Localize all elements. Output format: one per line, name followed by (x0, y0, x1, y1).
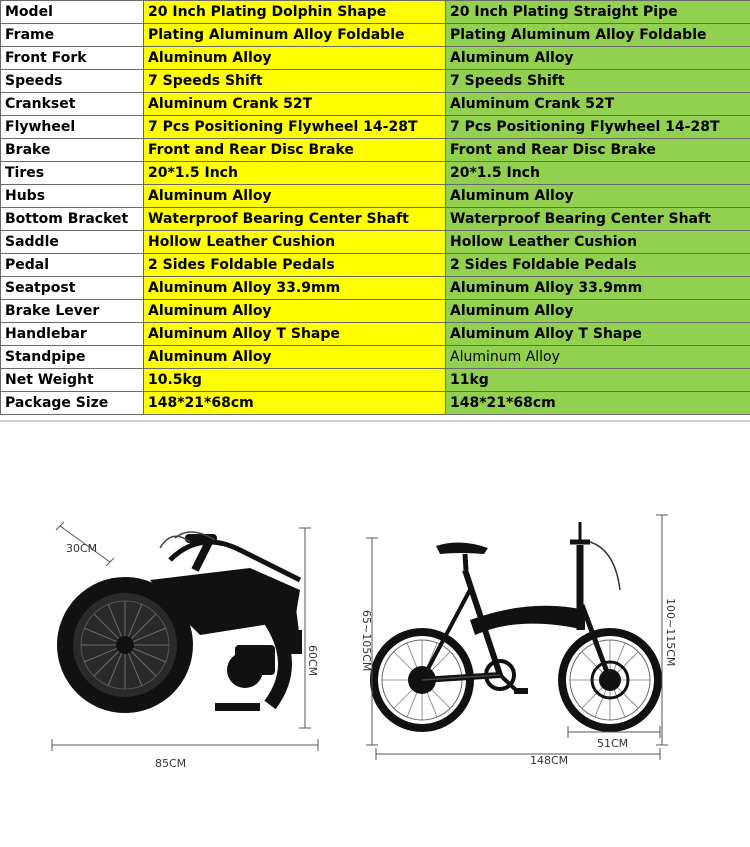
row-label: Front Fork (1, 47, 144, 70)
dim-seat-height: 65~105CM (360, 610, 373, 672)
spec-straight: 20*1.5 Inch (446, 162, 750, 185)
row-label: Model (1, 1, 144, 24)
spec-straight: 20 Inch Plating Straight Pipe (446, 1, 750, 24)
spec-straight: 7 Pcs Positioning Flywheel 14-28T (446, 116, 750, 139)
spec-dolphin: 2 Sides Foldable Pedals (144, 254, 446, 277)
row-label: Frame (1, 24, 144, 47)
spec-dolphin: 148*21*68cm (144, 392, 446, 415)
spec-dolphin: Hollow Leather Cushion (144, 231, 446, 254)
spec-straight: Aluminum Alloy (446, 346, 750, 369)
table-row (1, 346, 750, 369)
spec-straight: 2 Sides Foldable Pedals (446, 254, 750, 277)
spec-table (0, 0, 750, 415)
spec-straight: Waterproof Bearing Center Shaft (446, 208, 750, 231)
row-label: Hubs (1, 185, 144, 208)
divider (0, 420, 750, 422)
spec-straight: Hollow Leather Cushion (446, 231, 750, 254)
spec-dolphin: Aluminum Alloy 33.9mm (144, 277, 446, 300)
spec-dolphin: 20 Inch Plating Dolphin Shape (144, 1, 446, 24)
unfolded-bike-illustration (374, 522, 658, 728)
row-label: Net Weight (1, 369, 144, 392)
table-row (1, 24, 750, 47)
table-row (1, 208, 750, 231)
table-row (1, 162, 750, 185)
folded-bike-illustration (57, 532, 302, 713)
table-row (1, 185, 750, 208)
spec-dolphin: 7 Speeds Shift (144, 70, 446, 93)
table-row (1, 70, 750, 93)
row-label: Brake Lever (1, 300, 144, 323)
spec-dolphin: 10.5kg (144, 369, 446, 392)
spec-straight: 11kg (446, 369, 750, 392)
row-label: Brake (1, 139, 144, 162)
spec-straight: 148*21*68cm (446, 392, 750, 415)
table-row (1, 323, 750, 346)
spec-straight: Aluminum Alloy (446, 300, 750, 323)
row-label: Standpipe (1, 346, 144, 369)
spec-dolphin: Aluminum Alloy (144, 185, 446, 208)
spec-straight: Aluminum Alloy (446, 47, 750, 70)
table-row (1, 93, 750, 116)
spec-dolphin: Aluminum Alloy (144, 47, 446, 70)
spec-dolphin: Plating Aluminum Alloy Foldable (144, 24, 446, 47)
spec-dolphin: Aluminum Alloy (144, 300, 446, 323)
table-row (1, 254, 750, 277)
spec-straight: Plating Aluminum Alloy Foldable (446, 24, 750, 47)
dim-total-length: 148CM (530, 754, 569, 767)
table-row (1, 300, 750, 323)
spec-dolphin: 7 Pcs Positioning Flywheel 14-28T (144, 116, 446, 139)
spec-straight: Aluminum Alloy 33.9mm (446, 277, 750, 300)
row-label: Flywheel (1, 116, 144, 139)
spec-straight: 7 Speeds Shift (446, 70, 750, 93)
dim-folded-length: 85CM (155, 757, 187, 770)
table-row (1, 47, 750, 70)
spec-dolphin: Aluminum Alloy T Shape (144, 323, 446, 346)
dim-folded-height: 60CM (306, 645, 319, 677)
spec-straight: Aluminum Crank 52T (446, 93, 750, 116)
row-label: Saddle (1, 231, 144, 254)
table-row (1, 116, 750, 139)
spec-dolphin: Aluminum Crank 52T (144, 93, 446, 116)
spec-dolphin: Aluminum Alloy (144, 346, 446, 369)
table-row (1, 139, 750, 162)
table-row (1, 369, 750, 392)
row-label: Package Size (1, 392, 144, 415)
row-label: Seatpost (1, 277, 144, 300)
table-row (1, 392, 750, 415)
dim-handlebar-height: 100~115CM (664, 598, 677, 667)
table-row (1, 231, 750, 254)
bike-dimension-diagram (0, 430, 750, 847)
row-label: Pedal (1, 254, 144, 277)
spec-straight: Front and Rear Disc Brake (446, 139, 750, 162)
row-label: Bottom Bracket (1, 208, 144, 231)
row-label: Tires (1, 162, 144, 185)
spec-straight: Aluminum Alloy (446, 185, 750, 208)
dim-wheel-to-bracket: 51CM (597, 737, 629, 750)
row-label: Speeds (1, 70, 144, 93)
table-row (1, 1, 750, 24)
spec-dolphin: Front and Rear Disc Brake (144, 139, 446, 162)
table-row (1, 277, 750, 300)
dim-folded-depth: 30CM (66, 542, 98, 555)
row-label: Handlebar (1, 323, 144, 346)
row-label: Crankset (1, 93, 144, 116)
spec-dolphin: 20*1.5 Inch (144, 162, 446, 185)
spec-dolphin: Waterproof Bearing Center Shaft (144, 208, 446, 231)
spec-straight: Aluminum Alloy T Shape (446, 323, 750, 346)
